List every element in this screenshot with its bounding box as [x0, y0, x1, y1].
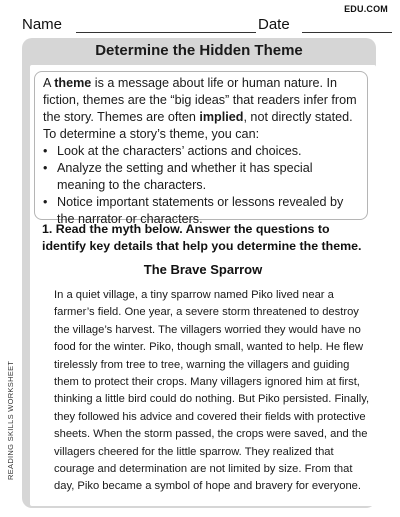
bullet-icon: • [43, 161, 48, 175]
name-write-line[interactable] [76, 32, 256, 33]
side-label: READING SKILLS WORKSHEET [6, 360, 15, 480]
implied-keyword: implied [199, 110, 244, 124]
brand-text: EDU.COM [344, 4, 388, 14]
date-label: Date [258, 16, 290, 33]
intro-paragraph [43, 75, 359, 143]
story-text: In a quiet village, a tiny sparrow named Piko lived near a farmer’s field. One year, a severe storm threatened to destroy the village’s harvest. The villagers worried they would have no food for the winter. Piko, though small, wanted to help. He flew tirelessly from tree to tree, warning the villagers and guiding them to protect their crops. Many villagers ignored him at first, thinking a little bird could do nothing. But Piko persisted. Finally, they followed his advice and covered their fields with protective sheets. When the storm passed, the crops were saved, and the villagers cheered for the little sparrow. They realized that courage and determination are not limited by size. From that day, Piko became a symbol of hope and bravery for everyone. [54, 289, 370, 493]
bullet-icon: • [43, 144, 48, 158]
tips-list [43, 143, 359, 228]
tip-text: Look at the characters’ actions and choices. [57, 144, 302, 158]
intro-text-1: A [43, 76, 55, 90]
intro-text-2: is a message about life or human nature. In fiction, themes are the “big ideas” that readers infer from the story. Themes are often [43, 76, 357, 124]
worksheet-card [22, 38, 376, 508]
content-panel [30, 65, 376, 506]
tip-item [43, 160, 359, 194]
brand-logo [344, 4, 388, 14]
name-label: Name [22, 16, 63, 33]
date-write-line[interactable] [302, 32, 392, 33]
name-date-row [22, 16, 382, 36]
tip-text: Analyze the setting and whether it has special meaning to the characters. [57, 161, 313, 192]
tip-text: Notice important statements or lessons revealed by the narrator or characters. [57, 195, 344, 226]
bullet-icon: • [43, 195, 48, 209]
theme-keyword: theme [54, 76, 92, 90]
story-title: The Brave Sparrow [143, 262, 263, 277]
question-instruction: 1. Read the myth below. Answer the questions to identify key details that help you determine the theme. [42, 222, 362, 253]
worksheet-title: Determine the Hidden Theme [95, 42, 303, 59]
theme-info-box [34, 71, 368, 226]
tip-item [43, 143, 359, 160]
intro-text-3: , not directly stated. To determine a story’s theme, you can: [43, 110, 353, 141]
